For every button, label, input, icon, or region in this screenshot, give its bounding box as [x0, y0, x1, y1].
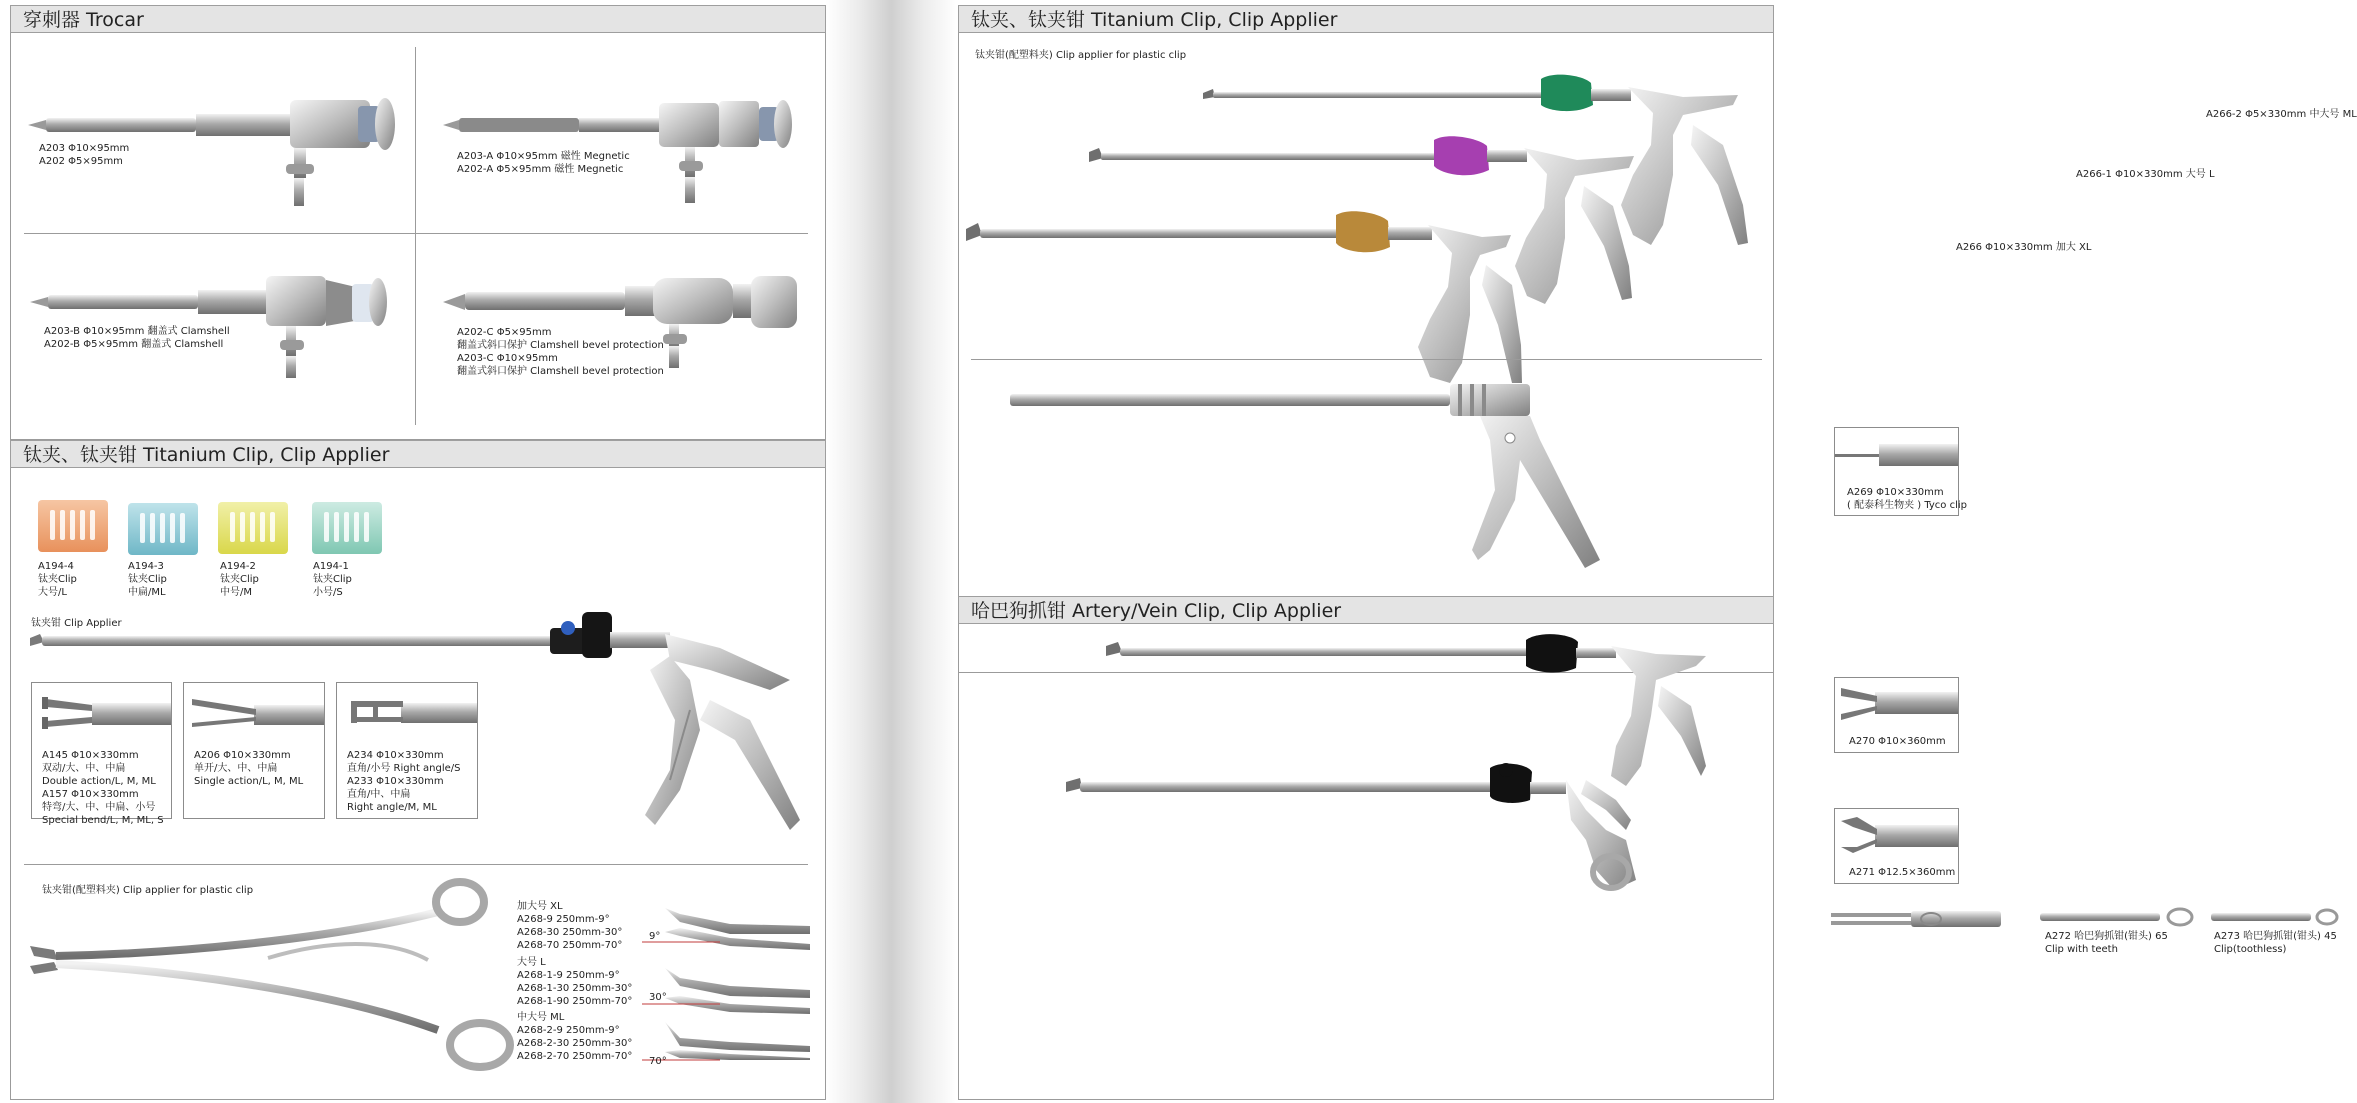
inset-a270-label: A270 Φ10×360mm	[1849, 736, 1946, 747]
forceps-label-a273: A273 哈巴狗抓钳(钳头) 45 Clip(toothless)	[2214, 931, 2337, 955]
inset-a145	[31, 682, 172, 826]
trocar-label-a203-b: A203-B Φ10×95mm 翻盖式 Clamshell A202-B Φ5×95mm 翻盖式 Clamshell	[44, 326, 230, 350]
inset-a271-label: A271 Φ12.5×360mm	[1849, 867, 1956, 878]
clip-label-a194-1: A194-1 钛夹Clip 小号/S	[313, 561, 352, 598]
plastic-size-l: 大号 L A268-1-9 250mm-9° A268-1-30 250mm-30° A268-1-90 250mm-70°	[517, 957, 633, 1007]
angle-label-9: 9°	[649, 931, 661, 942]
trocar-label-a202-c: A202-C Φ5×95mm 翻盖式斜口保护 Clamshell bevel protection A203-C Φ10×95mm 翻盖式斜口保护 Clamshell bevel protection	[457, 327, 664, 377]
clip-cartridge-a194-1	[312, 502, 382, 554]
forceps-image-a273	[2211, 905, 2341, 929]
inset-a270	[1834, 677, 1959, 753]
angle-jaw-images	[640, 900, 810, 1060]
section-title-artery: 哈巴狗抓钳 Artery/Vein Clip, Clip Applier	[958, 596, 1774, 624]
plastic-clip-applier-label: 钛夹钳(配塑料夹) Clip applier for plastic clip	[42, 885, 254, 896]
titanium-left-divider	[24, 864, 808, 865]
angle-label-30: 30°	[649, 992, 667, 1003]
clip-cartridge-a194-4	[38, 500, 108, 552]
trocar-label-a203-a: A203-A Φ10×95mm 磁性 Megnetic A202-A Φ5×95mm 磁性 Megnetic	[457, 151, 630, 175]
inset-a269-label: A269 Φ10×330mm ( 配泰科生物夹 ) Tyco clip	[1847, 487, 1968, 511]
inset-a269	[1834, 427, 1968, 516]
forceps-label-a272: A272 哈巴狗抓钳(钳头) 65 Clip with teeth	[2045, 931, 2168, 955]
plastic-size-ml: 中大号 ML A268-2-9 250mm-9° A268-2-30 250mm-30° A268-2-70 250mm-70°	[517, 1012, 633, 1062]
clip-label-a194-2: A194-2 钛夹Clip 中号/M	[220, 561, 259, 598]
inset-a271	[1834, 808, 1959, 884]
inset-a234-label: A234 Φ10×330mm 直角/小号 Right angle/S A233 Φ10×330mm 直角/中、中扁 Right angle/M, ML	[347, 750, 461, 813]
applier-label-a266-2: A266-2 Φ5×330mm 中大号 ML	[2206, 109, 2357, 120]
section-title-titanium-left: 钛夹、钛夹钳 Titanium Clip, Clip Applier	[10, 440, 826, 468]
section-title-trocar: 穿刺器 Trocar	[10, 5, 826, 33]
applier-label-a266-1: A266-1 Φ10×330mm 大号 L	[2076, 169, 2215, 180]
clip-cartridge-a194-2	[218, 502, 288, 554]
left-page	[0, 0, 826, 1103]
applier-label-a266: A266 Φ10×330mm 加大 XL	[1956, 242, 2092, 253]
forceps-image-small	[1831, 905, 2001, 935]
clip-cartridge-a194-3	[128, 503, 198, 555]
clip-label-a194-4: A194-4 钛夹Clip 大号/L	[38, 561, 77, 598]
inset-a145-label: A145 Φ10×330mm 双动/大、中、中扁 Double action/L, M, ML A157 Φ10×330mm 特弯/大、中、中扁、小号 Special bend/L, M, ML, S	[42, 750, 164, 826]
inset-a206	[183, 682, 325, 819]
trocar-label-a203: A203 Φ10×95mm A202 Φ5×95mm	[39, 143, 130, 167]
forceps-image-a272	[2040, 905, 2196, 929]
clip-applier-label: 钛夹钳 Clip Applier	[31, 618, 122, 629]
plastic-size-xl: 加大号 XL A268-9 250mm-9° A268-30 250mm-30° A268-70 250mm-70°	[517, 901, 623, 951]
inset-a206-label: A206 Φ10×330mm 单开/大、中、中扁 Single action/L, M, ML	[194, 750, 304, 787]
trocar-divider-horizontal	[24, 233, 808, 234]
applier-image-a271	[1066, 760, 1666, 930]
page-gutter	[826, 0, 956, 1103]
section-title-titanium-right: 钛夹、钛夹钳 Titanium Clip, Clip Applier	[958, 5, 1774, 33]
plastic-clip-applier-image	[28, 870, 518, 1080]
right-subtitle: 钛夹钳(配塑料夹) Clip applier for plastic clip	[975, 50, 1187, 61]
right-page	[956, 0, 2357, 1103]
clip-label-a194-3: A194-3 钛夹Clip 中扁/ML	[128, 561, 167, 598]
angle-label-70: 70°	[649, 1056, 667, 1067]
trocar-divider-vertical	[415, 47, 416, 425]
titanium-right-divider	[971, 359, 1762, 360]
inset-a234	[336, 682, 478, 819]
tyco-applier-image	[1010, 380, 1650, 580]
